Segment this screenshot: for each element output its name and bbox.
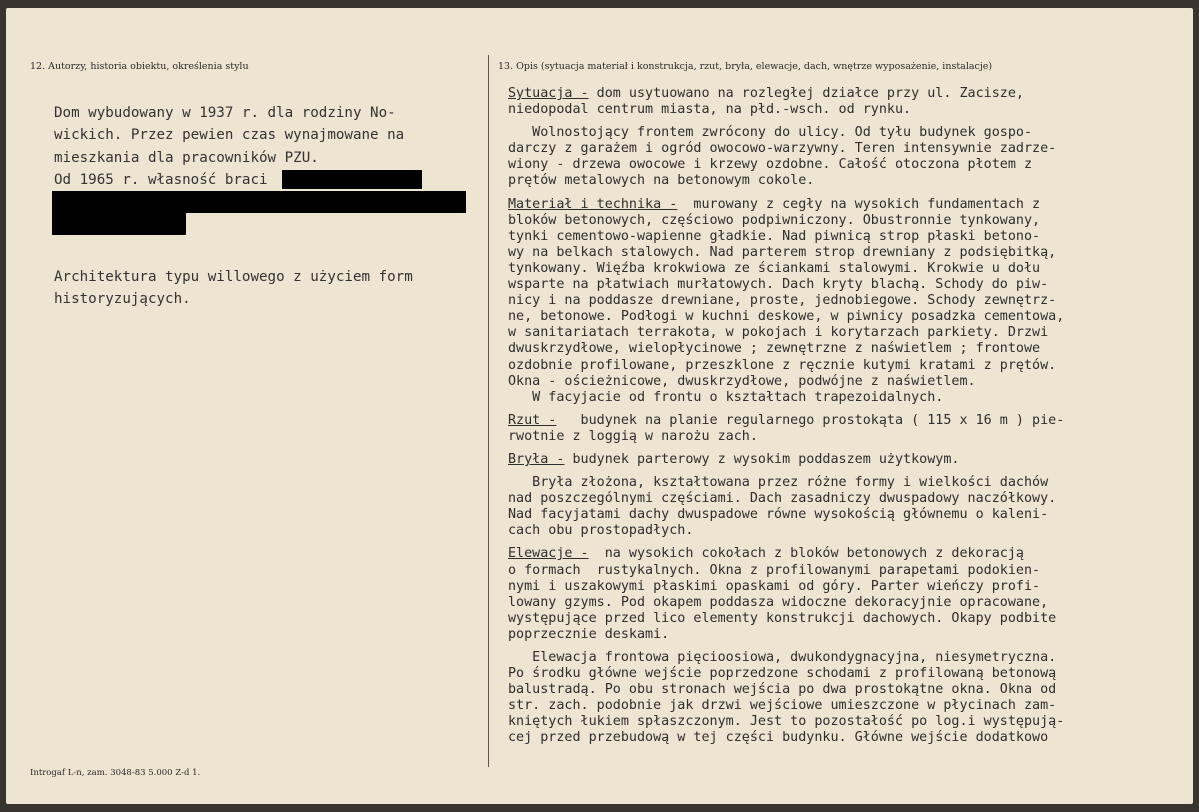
text-line: bloków betonowych, częściowo podpiwniczony. Obustronnie tynkowany, [508, 212, 1041, 228]
text-line: budynek na planie regularnego prostokąta ( 115 x 16 m ) pie- [556, 412, 1065, 428]
elewacje-label: Elewacje - [508, 546, 589, 562]
text-line: Bryła złożona, kształtowana przez różne formy i wielkości dachów [508, 475, 1049, 491]
text-line: cach obu prostopadłych. [508, 523, 694, 539]
text-line: lowany gzyms. Pod okapem poddasza widoczne dekoracyjnie opracowane, [508, 594, 1049, 610]
bryla-paragraph [508, 452, 1180, 468]
redaction-box [52, 191, 466, 213]
bryla-zlozona-paragraph [508, 475, 1180, 539]
text-line: prętów metalowych na betonowym cokole. [508, 173, 815, 189]
text-line: nicy i na poddasze drewniane, proste, jednobiegowe. Schody zewnętrz- [508, 293, 1057, 309]
rzut-paragraph [508, 413, 1180, 445]
description-column [508, 86, 1180, 754]
text-line: Okna - ościeżnicowe, dwuskrzydłowe, podwójne z naświetlem. [508, 373, 976, 389]
text-line: darczy z garażem i ogród owocowo-warzywny. Teren intensywnie zadrze- [508, 141, 1057, 157]
elewacja-frontowa-paragraph [508, 650, 1180, 747]
printer-footer: Introgaf L-n, zam. 3048-83 5.000 Z-d 1. [30, 768, 201, 778]
text-line: Po środku główne wejście poprzedzone schodami z profilowaną betonową [508, 666, 1057, 682]
redaction-row [54, 213, 474, 235]
text-line: Nad facyjatami dachy dwuspadowe równe wysokością głównemu o kaleni- [508, 507, 1049, 523]
sytuacja-label: Sytuacja - [508, 86, 589, 101]
text-line: nad poszczególnymi częściami. Dach zasadniczy dwuspadowy naczółkowy. [508, 491, 1057, 507]
text-line: cej przed przebudową w tej części budynku. Główne wejście dodatkowo [508, 730, 1049, 746]
text-line: wsparte na płatwiach murłatowych. Dach kryty blachą. Schody do piw- [508, 277, 1049, 293]
text-line: poprzecznie deskami. [508, 626, 670, 642]
ownership-text: Od 1965 r. własność braci [54, 171, 268, 188]
column-divider [488, 55, 489, 767]
wolnostojacy-paragraph [508, 125, 1180, 189]
text-line: w sanitariatach terrakota, w pokojach i korytarzach parkiety. Drzwi [508, 325, 1049, 341]
redaction-box [52, 213, 186, 235]
elewacje-paragraph [508, 546, 1180, 643]
redaction-row [54, 191, 474, 213]
text-line: tynkowany. Więźba krokwiowa ze ściankami stalowymi. Krokwie u dołu [508, 260, 1041, 276]
material-paragraph [508, 197, 1180, 406]
sytuacja-paragraph [508, 86, 1180, 118]
material-label: Materiał i technika - [508, 196, 678, 212]
text-line: o formach rustykalnych. Okna z profilowanymi parapetami podokien- [508, 562, 1041, 578]
history-line: wickich. Przez pewien czas wynajmowane na [54, 127, 405, 144]
text-line: dwuskrzydłowe, wielopłycinowe ; zewnętrzne z naświetlem ; frontowe [508, 341, 1041, 357]
architecture-line: Architektura typu willowego z użyciem form [54, 269, 413, 286]
text-line: rwotnie z loggią w narożu zach. [508, 428, 758, 444]
text-line: ozdobnie profilowane, przeszklone z ręcznie kutymi kratami z prętów. [508, 357, 1057, 373]
text-line: budynek parterowy z wysokim poddaszem użytkowym. [564, 451, 960, 467]
text-line: dom usytuowano na rozległej działce przy ul. Zacisze, [588, 86, 1024, 101]
text-line: tynki cementowo-wapienne gładkie. Nad piwnicą strop płaski betono- [508, 228, 1041, 244]
section-13-header: 13. Opis (sytuacja materiał i konstrukcja, rzut, bryła, elewacje, dach, wnętrze wyposażenie, instalacje) [498, 61, 993, 72]
history-line: Dom wybudowany w 1937 r. dla rodziny No- [54, 105, 396, 121]
history-line [54, 169, 474, 191]
text-line: W facyjacie od frontu o kształtach trapezoidalnych. [508, 389, 944, 405]
text-line: wy na belkach stalowych. Nad parterem strop drewniany z podsiębitką, [508, 244, 1057, 260]
text-line: str. zach. podobnie jak drzwi wejściowe umieszczone w płycinach zam- [508, 698, 1057, 714]
bryla-label: Bryła - [508, 451, 565, 467]
text-line: murowany z cegły na wysokich fundamentach z [677, 196, 1041, 212]
text-line: występujące przed lico elementy konstrukcji dachowych. Okapy podbite [508, 610, 1057, 626]
rzut-label: Rzut - [508, 412, 557, 428]
text-line: kniętych łukiem spłaszczonym. Jest to pozostałość po log.i występują- [508, 714, 1065, 730]
text-line: ne, betonowe. Podłogi w kuchni deskowe, w piwnicy posadzka cementowa, [508, 309, 1065, 325]
text-line: Wolnostojący frontem zwrócony do ulicy. Od tyłu budynek gospo- [508, 125, 1033, 141]
history-column [54, 102, 474, 311]
section-12-header: 12. Autorzy, historia obiektu, określenia stylu [30, 61, 249, 72]
text-line: wiony - drzewa owocowe i krzewy ozdobne. Całość otoczona płotem z [508, 157, 1033, 173]
architecture-line: historyzujących. [54, 291, 191, 308]
text-line: balustradą. Po obu stronach wejścia po dwa prostokątne okna. Okna od [508, 682, 1057, 698]
redaction-box [282, 170, 422, 189]
text-line: Elewacja frontowa pięcioosiowa, dwukondygnacyjna, niesymetryczna. [508, 650, 1057, 665]
text-line: nymi i uszakowymi płaskimi opaskami od góry. Parter wieńczy profi- [508, 578, 1041, 594]
text-line: na wysokich cokołach z bloków betonowych z dekoracją [588, 546, 1024, 562]
text-line: niedopodal centrum miasta, na płd.-wsch. od rynku. [508, 102, 912, 118]
history-line: mieszkania dla pracowników PZU. [54, 149, 319, 166]
